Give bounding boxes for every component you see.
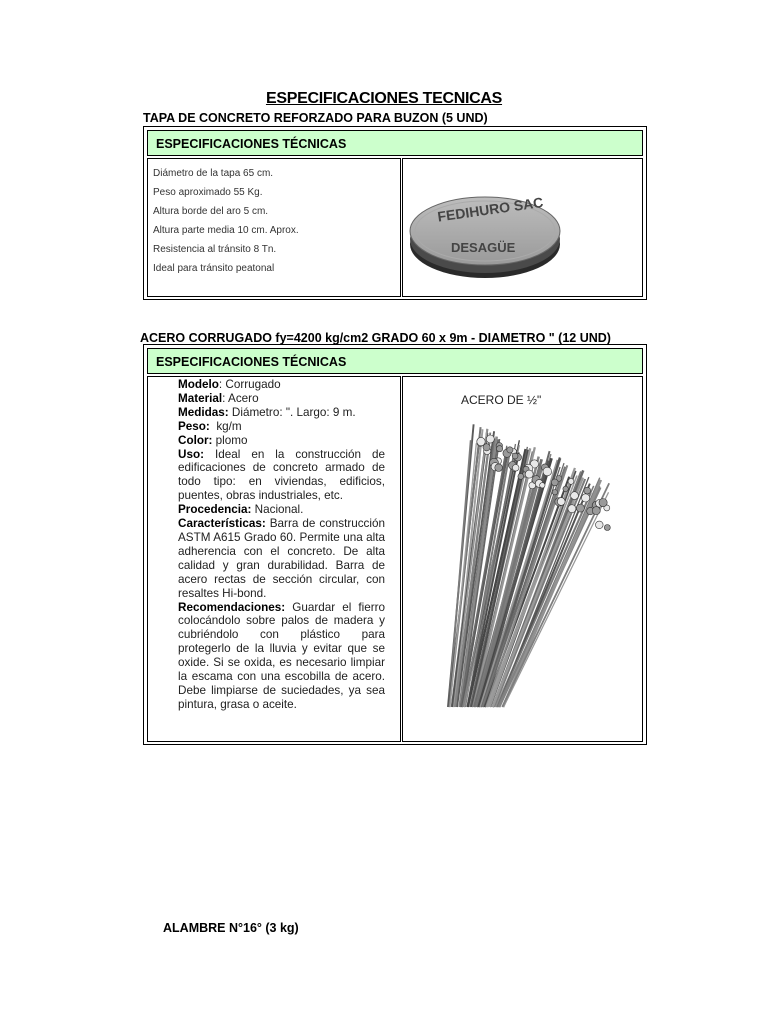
spec-line: Diámetro de la tapa 65 cm.	[153, 168, 274, 179]
spec-line: Resistencia al tránsito 8 Tn.	[153, 244, 277, 255]
field-peso: Peso: kg/m	[178, 419, 242, 433]
rebar-end	[592, 507, 600, 515]
rebar-end	[568, 479, 574, 485]
rebar-end	[604, 525, 610, 531]
spec-line: Ideal para tránsito peatonal	[153, 263, 275, 274]
rebar-end	[557, 498, 565, 506]
section2-heading: ACERO CORRUGADO fy=4200 kg/cm2 GRADO 60 x 9m - DIAMETRO " (12 UND)	[140, 331, 611, 345]
section2-description-cell	[147, 376, 401, 742]
section1-table	[143, 126, 647, 300]
section2-table	[143, 344, 647, 745]
spec-line: Altura parte media 10 cm. Aprox.	[153, 225, 299, 236]
field-procedencia: Procedencia: Nacional.	[178, 503, 304, 517]
field-material: Material: Acero	[178, 391, 259, 405]
rebar-end	[571, 492, 579, 500]
rebar-end	[552, 490, 557, 495]
manhole-lid-image	[403, 159, 642, 296]
spec-line: Peso aproximado 55 Kg.	[153, 187, 263, 198]
section2-image-cell	[402, 376, 643, 742]
section3-heading: ALAMBRE N°16° (3 kg)	[163, 921, 299, 935]
rebar-end	[576, 504, 584, 512]
rebar-end	[518, 474, 524, 480]
field-caracteristicas: Características: Barra de construcción ASTM A615 Grado 60. Permite una alta adherencia con el concreto. De alta calidad y gran durabilidad. Barra de acero rectas de sección circular, con resaltes Hi-bond.	[178, 517, 385, 600]
lid-brand-text: FEDIHURO SAC	[436, 193, 545, 225]
rebar-end	[582, 494, 590, 502]
rebar-end	[495, 464, 503, 472]
field-medidas: Medidas: Diámetro: ". Largo: 9 m.	[178, 405, 356, 419]
rebar-end	[551, 479, 558, 486]
document-title: ESPECIFICACIONES TECNICAS	[265, 90, 503, 107]
rebar-end	[596, 521, 604, 529]
rebar-end	[507, 447, 513, 453]
rebar-end	[584, 487, 591, 494]
rebar-end	[563, 486, 568, 491]
field-recomendaciones: Recomendaciones: Guardar el fierro colocándolo sobre palos de madera y cubriéndolo con plástico para protegerlo de la lluvia y evitar que se oxide. Si se oxida, es necesario limpiar la escama con una escobilla de acero. Debe limpiarse de suciedades, ya sea pintura, grasa o aceite.	[178, 600, 385, 711]
spec-line: Altura borde del aro 5 cm.	[153, 206, 269, 217]
rebar-end	[477, 437, 485, 445]
field-modelo: Modelo: Corrugado	[178, 378, 281, 391]
section1-heading: TAPA DE CONCRETO REFORZADO PARA BUZON (5 UND)	[143, 111, 488, 125]
field-uso: Uso: Ideal en la construcción de edificaciones de concreto armado de todo tipo: en viviendas, edificios, puentes, obras industriales, etc.	[178, 447, 385, 503]
field-color: Color: plomo	[178, 433, 248, 447]
section1-specs-cell	[147, 158, 401, 297]
rebar-end	[497, 446, 503, 452]
rebar-end	[486, 435, 494, 443]
rebar-end	[512, 453, 518, 459]
lid-type-text: DESAGÜE	[451, 240, 516, 255]
rebar-end	[525, 470, 533, 478]
rebar-end	[543, 467, 552, 476]
rebar-end	[599, 499, 607, 507]
section2-description	[178, 378, 385, 712]
section1-table-header: ESPECIFICACIONES TÉCNICAS	[147, 130, 643, 156]
section1-image-cell	[402, 158, 643, 297]
rebar-end	[540, 483, 545, 488]
rebar-end	[512, 465, 519, 472]
section2-table-header: ESPECIFICACIONES TÉCNICAS	[147, 348, 643, 374]
rebar-image-caption: ACERO DE ½"	[461, 393, 542, 407]
rebar-end	[568, 505, 576, 513]
rebar-bundle-image	[403, 377, 642, 741]
